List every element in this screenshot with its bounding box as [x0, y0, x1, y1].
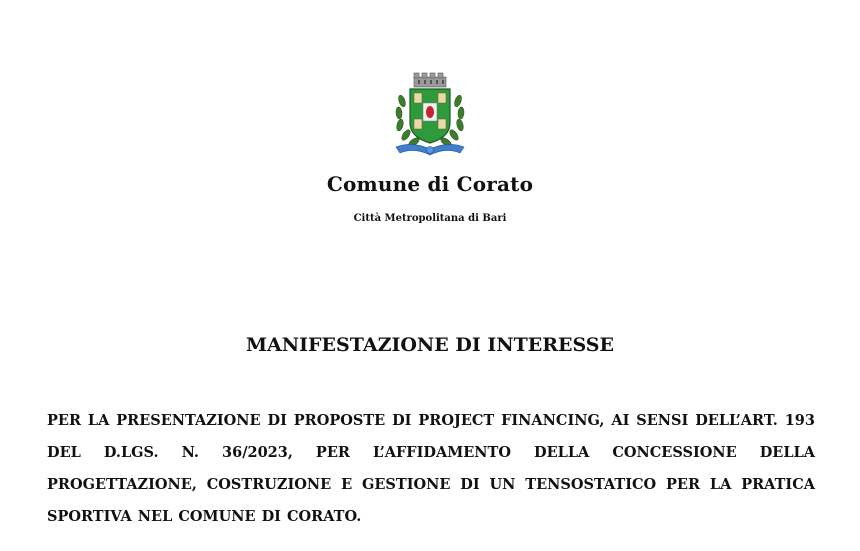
document-body-text: PER LA PRESENTAZIONE DI PROPOSTE DI PROJECT FINANCING, AI SENSI DELL’ART. 193 DEL D.LGS. N. 36/2023, PER L’AFFIDAMENTO DELLA CONCESSIONE DELLA PROGETTAZIONE, COSTRUZIONE E GESTIONE DI UN TENSOSTATICO PER LA PRATICA SPORTIVA NEL COMUNE DI CORATO.: [47, 412, 815, 525]
organization-name: Comune di Corato: [326, 172, 534, 196]
coat-of-arms-icon: [392, 71, 468, 157]
organization-subtitle: Città Metropolitana di Bari: [353, 213, 507, 224]
document-title: MANIFESTAZIONE DI INTERESSE: [246, 334, 614, 356]
